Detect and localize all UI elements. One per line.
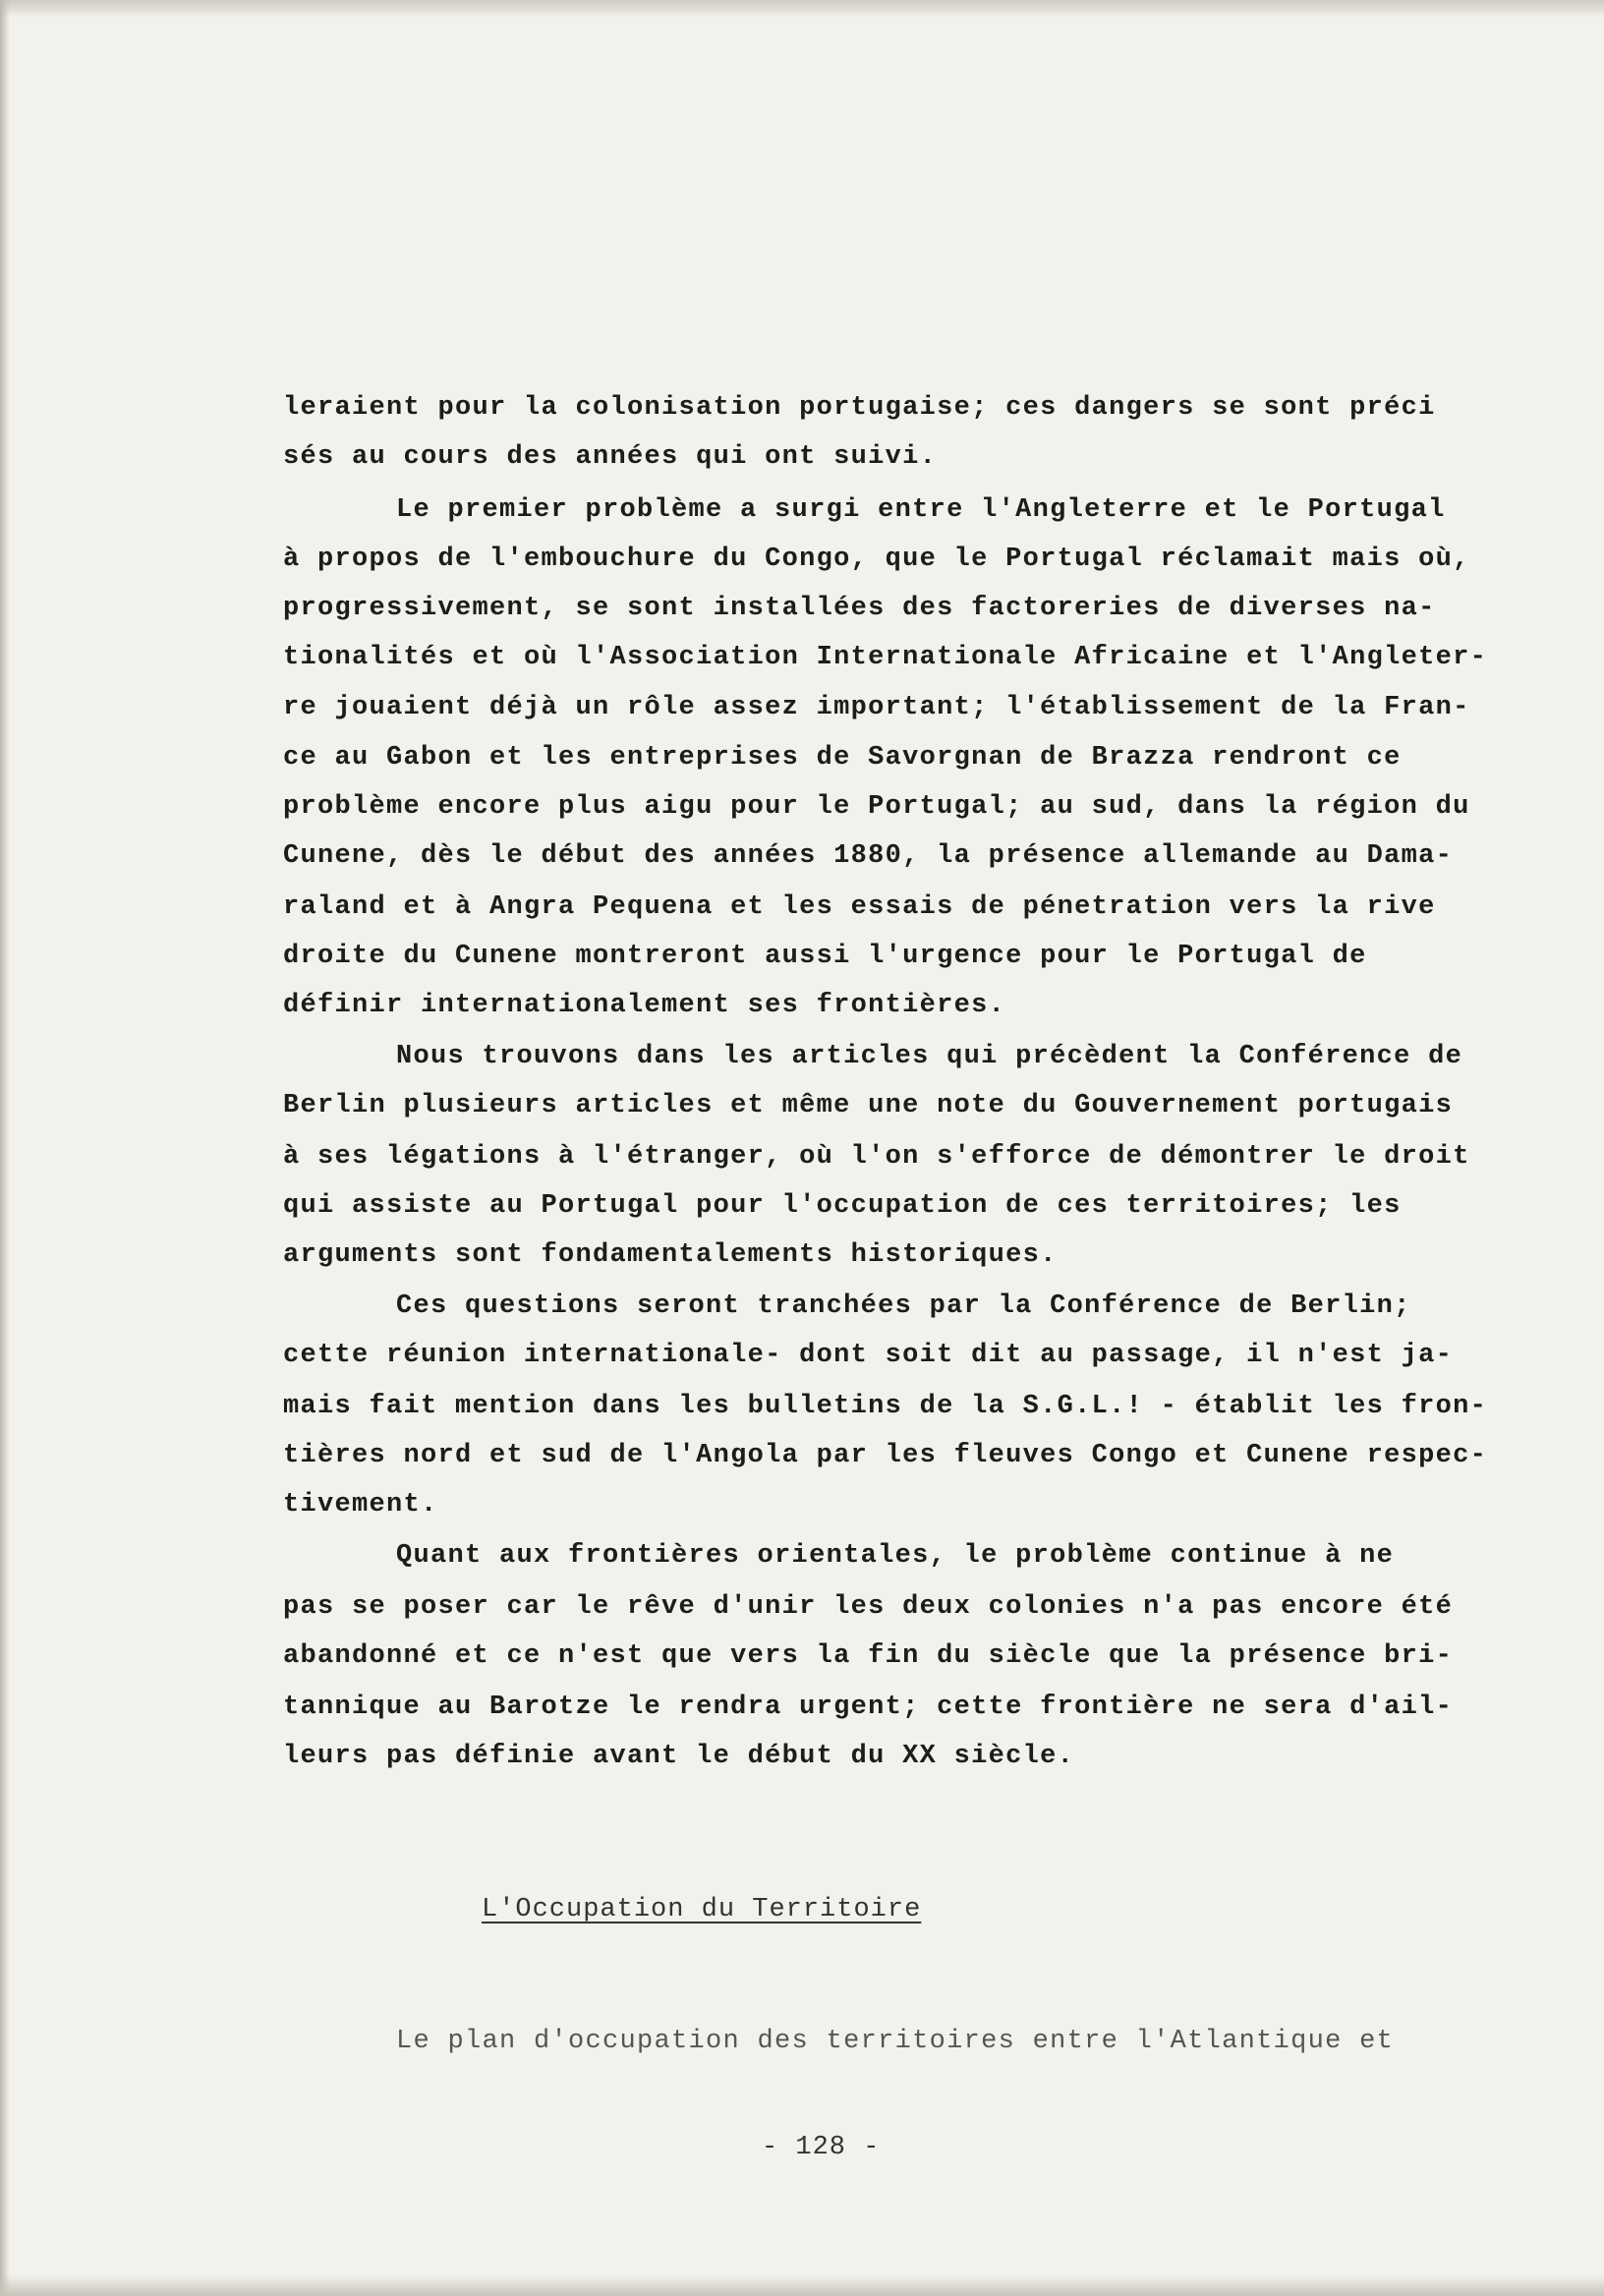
paragraph-start-line: Le premier problème a surgi entre l'Angleterre et le Portugal [396,495,1446,525]
text-line: abandonné et ce n'est que vers la fin du siècle que la présence bri- [283,1641,1454,1671]
text-line: à propos de l'embouchure du Congo, que le Portugal réclamait mais où, [283,545,1470,574]
text-line: tionalités et où l'Association Internationale Africaine et l'Angleter- [283,643,1488,672]
text-line: progressivement, se sont installées des factoreries de diverses na- [283,594,1436,623]
text-line: mais fait mention dans les bulletins de la S.G.L.! - établit les fron- [283,1392,1488,1421]
text-line: re jouaient déjà un rôle assez important; l'établissement de la Fran- [283,693,1470,722]
text-line: tières nord et sud de l'Angola par les fleuves Congo et Cunene respec- [283,1441,1488,1470]
text-line: arguments sont fondamentalements historiques. [283,1240,1058,1270]
paragraph-start-line: Quant aux frontières orientales, le problème continue à ne [396,1541,1395,1571]
section-heading: L'Occupation du Territoire [482,1895,922,1924]
text-line: droite du Cunene montreront aussi l'urgence pour le Portugal de [283,942,1367,971]
text-line: sés au cours des années qui ont suivi. [283,442,938,472]
text-line: leurs pas définie avant le début du XX siècle. [283,1742,1075,1771]
text-line: ce au Gabon et les entreprises de Savorgnan de Brazza rendront ce [283,743,1402,773]
text-line: tannique au Barotze le rendra urgent; cette frontière ne sera d'ail- [283,1693,1454,1722]
text-line: tivement. [283,1490,438,1520]
paragraph-start-line: Ces questions seront tranchées par la Conférence de Berlin; [396,1292,1411,1321]
text-line: définir internationalement ses frontières. [283,991,1006,1020]
text-line: qui assiste au Portugal pour l'occupation de ces territoires; les [283,1191,1402,1221]
text-line: pas se poser car le rêve d'unir les deux colonies n'a pas encore été [283,1592,1454,1622]
text-line: Berlin plusieurs articles et même une note du Gouvernement portugais [283,1091,1454,1120]
text-line: raland et à Angra Pequena et les essais de pénetration vers la rive [283,892,1436,922]
text-line: Cunene, dès le début des années 1880, la présence allemande au Dama- [283,841,1454,871]
page-number: - 128 - [762,2133,881,2162]
text-line: cette réunion internationale- dont soit dit au passage, il n'est ja- [283,1341,1454,1370]
text-line: à ses légations à l'étranger, où l'on s'efforce de démontrer le droit [283,1142,1470,1172]
final-text-line: Le plan d'occupation des territoires entre l'Atlantique et [396,2027,1395,2056]
text-line: problème encore plus aigu pour le Portugal; au sud, dans la région du [283,792,1470,822]
text-line: leraient pour la colonisation portugaise; ces dangers se sont préci [283,393,1436,423]
paragraph-start-line: Nous trouvons dans les articles qui précèdent la Conférence de [396,1042,1463,1071]
